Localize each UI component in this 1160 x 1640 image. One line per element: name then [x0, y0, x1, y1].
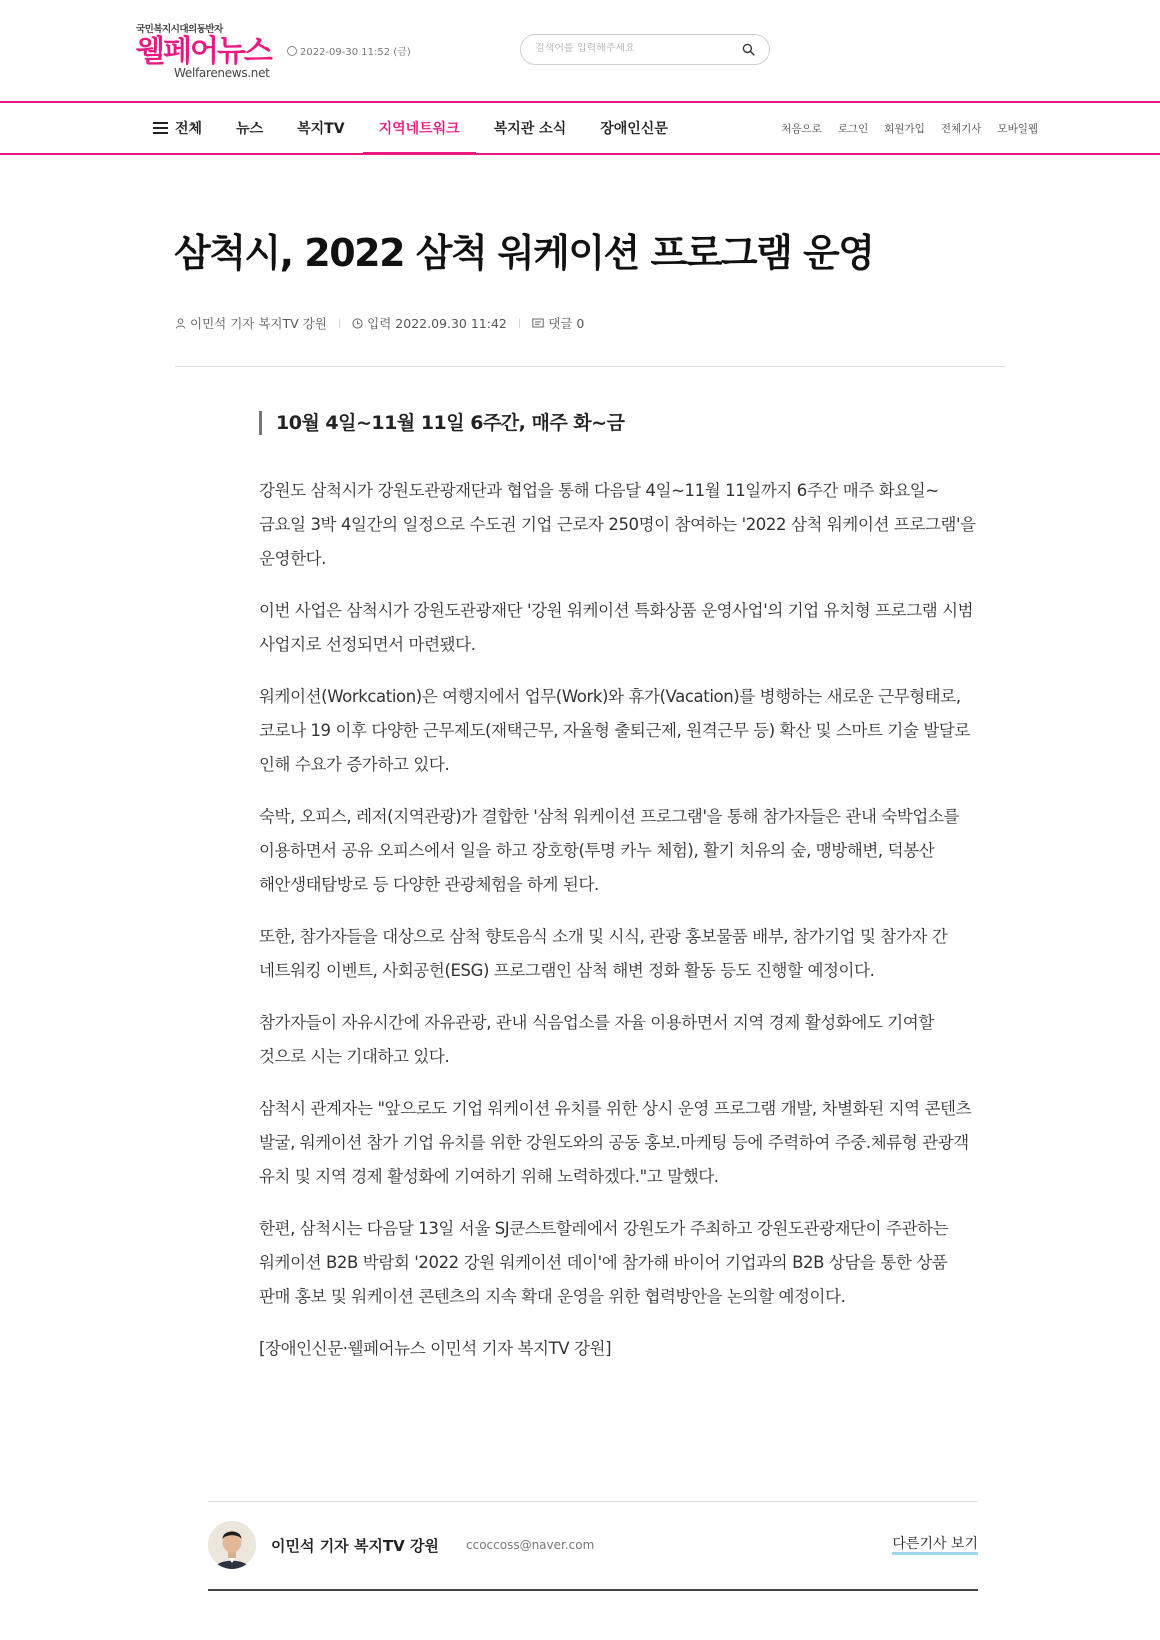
nav-item-disability-newspaper[interactable]: 장애인신문: [600, 121, 668, 137]
article-paragraph: 삼척시 관계자는 "앞으로도 기업 워케이션 유치를 위한 상시 운영 프로그램 개발, 차별화된 지역 콘텐츠 발굴, 워케이션 참가 기업 유치를 위한 강원도와의 공동 홍보.마케팅 등에 주력하여 주중.체류형 관광객 유치 및 지역 경제 활성화에 기여하기 위해 노력하겠다."고 말했다.: [259, 1099, 972, 1186]
avatar-portrait-icon: [208, 1521, 256, 1569]
util-link-all-articles[interactable]: 전체기사: [940, 122, 982, 135]
article-paragraph: 이번 사업은 삼척시가 강원도관광재단 '강원 워케이션 특화상품 운영사업'의 기업 유치형 프로그램 시범 사업지로 선정되면서 마련됐다.: [259, 601, 974, 654]
nav-item-news[interactable]: 뉴스: [236, 121, 264, 137]
search-box: [520, 34, 770, 65]
util-link-home[interactable]: 처음으로: [781, 122, 822, 135]
utility-links: [765, 103, 1038, 153]
more-articles-link[interactable]: 다른기사 보기: [892, 1536, 978, 1555]
util-link-signup[interactable]: 회원가입: [884, 122, 925, 135]
logo-tagline: 국민복지시대의동반자: [136, 24, 223, 35]
hamburger-menu-icon: [153, 122, 168, 134]
clock-icon: [287, 46, 297, 56]
article-paragraph: 한편, 삼척시는 다음달 13일 서울 SJ쿤스트할레에서 강원도가 주최하고 강원도관광재단이 주관하는 워케이션 B2B 박람회 '2022 강원 워케이션 데이'에 참가해 바이어 기업과의 B2B 상담을 통한 상품 판매 홍보 및 워케이션 콘텐츠의 지속 확대 운영을 위한 협력방안을 논의할 예정이다.: [259, 1219, 949, 1306]
article-paragraph: 참가자들이 자유시간에 자유관광, 관내 식음업소를 자율 이용하면서 지역 경제 활성화에도 기여할 것으로 시는 기대하고 있다.: [259, 1013, 934, 1066]
article-paragraph: 또한, 참가자들을 대상으로 삼척 향토음식 소개 및 시식, 관광 홍보물품 배부, 참가기업 및 참가자 간 네트워킹 이벤트, 사회공헌(ESG) 프로그램인 삼척 해변 정화 활동 등도 진행할 예정이다.: [259, 927, 948, 980]
datetime-text: 2022-09-30 11:52 (금): [300, 47, 411, 58]
nav-all-label: 전체: [175, 121, 203, 137]
header-datetime: [287, 43, 411, 58]
logo-wordmark: 웰페어뉴스: [136, 34, 271, 69]
search-input[interactable]: [535, 43, 735, 54]
person-icon: [175, 318, 186, 329]
clock-icon: [352, 318, 363, 329]
article-comment-count[interactable]: 댓글 0: [548, 316, 585, 331]
author-box: [208, 1519, 978, 1569]
site-header: [0, 0, 1160, 103]
author-name: 이민석 기자 복지TV 강원: [271, 1537, 439, 1555]
nav-all-menu[interactable]: [153, 103, 202, 153]
comment-icon: [532, 318, 544, 329]
nav-menu: [153, 103, 702, 153]
author-avatar: [208, 1521, 256, 1569]
article-paragraph: 숙박, 오피스, 레저(지역관광)가 결합한 '삼척 워케이션 프로그램'을 통해 참가자들은 관내 숙박업소를 이용하면서 공유 오피스에서 일을 하고 장호항(투명 카누 체험), 활기 치유의 숲, 맹방해변, 덕봉산 해안생태탐방로 등 다양한 관광체험을 하게 된다.: [259, 807, 960, 894]
author-email-link[interactable]: ccoccoss@naver.com: [466, 1538, 595, 1552]
nav-item-welfare-center-news[interactable]: 복지관 소식: [493, 121, 567, 137]
util-link-mobile-web[interactable]: 모바일웹: [997, 122, 1038, 135]
nav-item-welfare-tv[interactable]: 복지TV: [297, 121, 345, 137]
site-logo[interactable]: [136, 21, 276, 80]
search-icon[interactable]: [742, 43, 755, 56]
util-link-login[interactable]: 로그인: [837, 122, 869, 135]
article-byline: [장애인신문·웰페어뉴스 이민석 기자 복지TV 강원]: [259, 1339, 612, 1358]
author-box-bottom-divider: [208, 1589, 978, 1591]
author-box-top-divider: [208, 1501, 978, 1502]
article-meta: [175, 314, 584, 332]
article-body: [259, 474, 979, 1384]
article-paragraph: 강원도 삼척시가 강원도관광재단과 협업을 통해 다음달 4일~11월 11일까지 6주간 매주 화요일~금요일 3박 4일간의 일정으로 수도권 기업 근로자 250명이 참여하는 '2022 삼척 워케이션 프로그램'을 운영한다.: [259, 481, 976, 568]
logo-domain: Welfarenews.net: [174, 66, 270, 80]
nav-item-regional-network[interactable]: 지역네트워크: [379, 103, 460, 153]
header-divider: [175, 366, 1005, 367]
meta-divider: |: [337, 317, 342, 329]
article-paragraph: 워케이션(Workcation)은 여행지에서 업무(Work)와 휴가(Vacation)를 병행하는 새로운 근무형태로, 코로나 19 이후 다양한 근무제도(재택근무, 자율형 출퇴근제, 원격근무 등) 확산 및 스마트 기술 발달로 인해 수요가 증가하고 있다.: [259, 687, 970, 774]
meta-divider: |: [517, 317, 522, 329]
article-subtitle: 10월 4일~11월 11일 6주간, 매주 화~금: [259, 411, 624, 435]
article-published-date: 입력 2022.09.30 11:42: [367, 316, 507, 331]
article-author-meta[interactable]: 이민석 기자 복지TV 강원: [190, 316, 327, 331]
article-title: 삼척시, 2022 삼척 워케이션 프로그램 운영: [174, 231, 874, 275]
main-nav: [0, 103, 1160, 155]
